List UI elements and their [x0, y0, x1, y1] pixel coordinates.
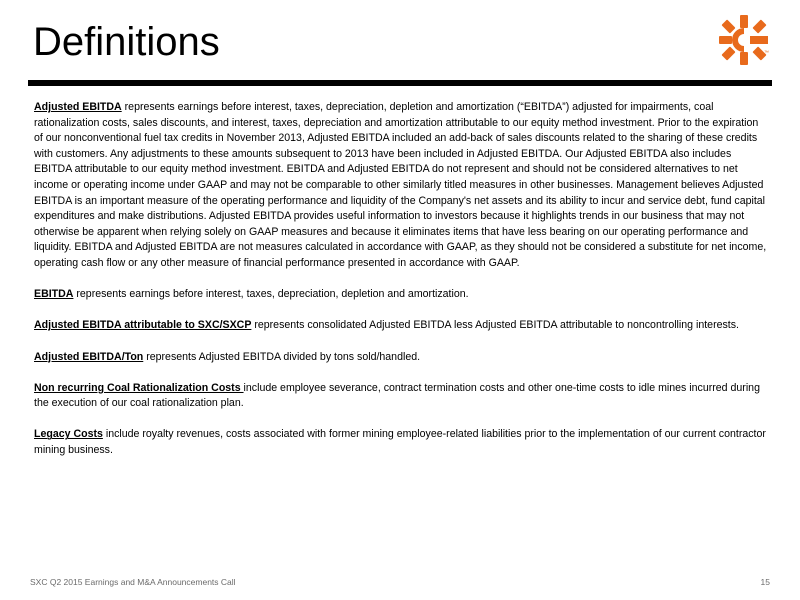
definition-text: represents earnings before interest, taxes, depreciation, depletion and amortization.	[73, 288, 469, 301]
definition-term: EBITDA	[34, 288, 74, 301]
definition-term: Non recurring Coal Rationalization Costs	[34, 381, 244, 394]
definition-text: include employee severance, contract termination costs and other one-time costs to idle mines incurred during the execution of our coal rationalization plan.	[34, 381, 760, 410]
definition-text: represents earnings before interest, taxes, depreciation, depletion and amortization (“EBITDA”) adjusted for impairments, coal rationalization costs, sales discounts, and interest, taxes, depreciation and amortization attributable to our equity method investment. Prior to the expiration of our nonconventional fuel tax credits in November 2013, Adjusted EBITDA included an add-back of sales discounts related to the sharing of these credits with customers. Any adjustments to these amounts subsequent to 2013 have been included in Adjusted EBITDA. Our Adjusted EBITDA also includes EBITDA attributable to our equity method investment. EBITDA and Adjusted EBITDA do not represent and should not be considered alternatives to net income or operating income under GAAP and may not be comparable to other similarly titled measures in other businesses. Management believes Adjusted EBITDA is an important measure of the operating performance and liquidity of the Company's net assets and its ability to incur and service debt, fund capital expenditures and make distributions. Adjusted EBITDA provides useful information to investors because it highlights trends in our business that may not otherwise be apparent when relying solely on GAAP measures and because it eliminates items that have less bearing on our operating performance and liquidity. EBITDA and Adjusted EBITDA are not measures calculated in accordance with GAAP, as they should not be considered a substitute for net income, operating cash flow or any other measure of financial performance presented in accordance with GAAP.	[34, 101, 767, 269]
definition-ebitda	[34, 287, 768, 303]
definition-text: include royalty revenues, costs associated with former mining employee-related liabilities prior to the implementation of our current contractor mining business.	[34, 428, 766, 457]
definitions-list	[34, 100, 768, 474]
page-title: Definitions	[33, 20, 220, 64]
definition-text: represents Adjusted EBITDA divided by tons sold/handled.	[143, 350, 421, 363]
definition-adjusted-ebitda-per-ton	[34, 350, 768, 366]
definition-adjusted-ebitda-attributable	[34, 318, 768, 334]
footer-event-title: SXC Q2 2015 Earnings and M&A Announcements Call	[30, 577, 236, 587]
definition-adjusted-ebitda	[34, 100, 768, 272]
definition-term: Adjusted EBITDA	[34, 101, 122, 113]
page-number: 15	[760, 577, 770, 587]
trademark-mark: ™	[764, 50, 769, 56]
definition-text: represents consolidated Adjusted EBITDA less Adjusted EBITDA attributable to noncontrolling interests.	[251, 319, 739, 332]
definition-legacy-costs	[34, 427, 768, 458]
definition-term: Adjusted EBITDA/Ton	[34, 350, 144, 363]
definition-term: Legacy Costs	[34, 428, 103, 441]
company-logo-icon	[718, 14, 770, 66]
definition-term: Adjusted EBITDA attributable to SXC/SXCP	[34, 319, 252, 332]
title-divider	[28, 80, 772, 86]
definition-coal-rationalization-costs	[34, 381, 768, 412]
